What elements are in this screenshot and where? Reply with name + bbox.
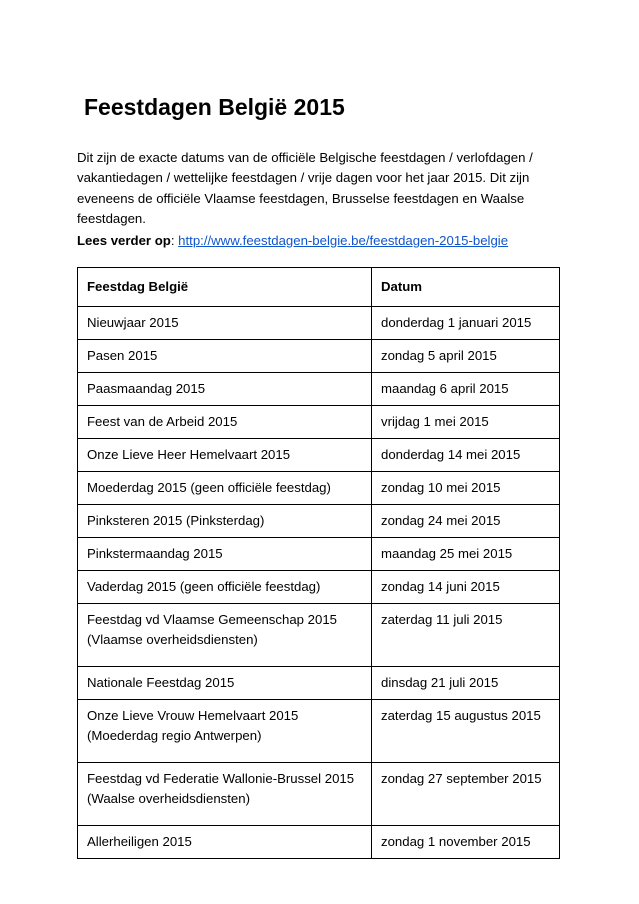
holiday-name-cell [78, 763, 372, 826]
holiday-name-line: (Vlaamse overheidsdiensten) [87, 632, 258, 647]
holiday-date-cell: zondag 10 mei 2015 [372, 472, 560, 505]
header-holiday: Feestdag België [78, 268, 372, 307]
read-more-line [77, 231, 567, 251]
read-more-separator: : [170, 233, 179, 248]
read-more-link[interactable]: http://www.feestdagen-belgie.be/feestdagen-2015-belgie [178, 233, 509, 248]
table-row [78, 700, 560, 763]
holiday-name-cell [78, 604, 372, 667]
holiday-name-cell [78, 571, 372, 604]
holiday-name-cell [78, 439, 372, 472]
holiday-name-line: Pasen 2015 [87, 348, 158, 363]
holiday-name-line: (Moederdag regio Antwerpen) [87, 728, 262, 743]
holiday-name-line: Pinksteren 2015 (Pinksterdag) [87, 513, 265, 528]
holiday-name-line: Vaderdag 2015 (geen officiële feestdag) [87, 579, 321, 594]
intro-paragraph: Dit zijn de exacte datums van de officiële Belgische feestdagen / verlofdagen / vakantiedagen / wettelijke feestdagen / vrije dagen voor het jaar 2015. Dit zijn eveneens de officiële Vlaamse feestdagen, Brusselse feestdagen en Waalse feestdagen. [77, 150, 533, 227]
holiday-date-cell: maandag 6 april 2015 [372, 373, 560, 406]
holiday-name-line: Feestdag vd Vlaamse Gemeenschap 2015 [87, 612, 337, 627]
holiday-name-cell [78, 373, 372, 406]
holiday-date-cell: maandag 25 mei 2015 [372, 538, 560, 571]
holiday-name-line: Onze Lieve Vrouw Hemelvaart 2015 [87, 708, 299, 723]
holiday-date-cell: vrijdag 1 mei 2015 [372, 406, 560, 439]
table-row [78, 340, 560, 373]
holiday-date-cell: zondag 5 april 2015 [372, 340, 560, 373]
holiday-date-cell: donderdag 14 mei 2015 [372, 439, 560, 472]
table-row [78, 604, 560, 667]
holiday-name-cell [78, 307, 372, 340]
holiday-name-line: Nationale Feestdag 2015 [87, 675, 235, 690]
table-body [78, 307, 560, 859]
holiday-name-cell [78, 826, 372, 859]
holiday-name-line: Onze Lieve Heer Hemelvaart 2015 [87, 447, 291, 462]
holiday-name-cell [78, 505, 372, 538]
holiday-date-cell: zondag 24 mei 2015 [372, 505, 560, 538]
holiday-name-line: Paasmaandag 2015 [87, 381, 206, 396]
table-header-row [78, 268, 560, 307]
holiday-name-line: Pinkstermaandag 2015 [87, 546, 223, 561]
table-row [78, 538, 560, 571]
holiday-name-line: Allerheiligen 2015 [87, 834, 192, 849]
table-row [78, 307, 560, 340]
holiday-name-cell [78, 472, 372, 505]
holiday-date-cell: zondag 14 juni 2015 [372, 571, 560, 604]
holiday-name-cell [78, 538, 372, 571]
table-row [78, 439, 560, 472]
holiday-name-cell [78, 340, 372, 373]
table-row [78, 571, 560, 604]
holiday-name-cell [78, 667, 372, 700]
holiday-name-line: (Waalse overheidsdiensten) [87, 791, 250, 806]
holidays-table [77, 267, 560, 859]
holiday-name-cell [78, 700, 372, 763]
holiday-name-cell [78, 406, 372, 439]
table-row [78, 505, 560, 538]
holiday-date-cell: zondag 27 september 2015 [372, 763, 560, 826]
holiday-name-line: Nieuwjaar 2015 [87, 315, 179, 330]
holiday-date-cell: zaterdag 15 augustus 2015 [372, 700, 560, 763]
table-row [78, 667, 560, 700]
holiday-name-line: Feestdag vd Federatie Wallonie-Brussel 2015 [87, 771, 355, 786]
page-title: Feestdagen België 2015 [84, 94, 345, 120]
table-row [78, 472, 560, 505]
read-more-label: Lees verder op [77, 233, 171, 248]
holiday-date-cell: zaterdag 11 juli 2015 [372, 604, 560, 667]
table-row [78, 763, 560, 826]
holiday-name-line: Feest van de Arbeid 2015 [87, 414, 238, 429]
holiday-date-cell: zondag 1 november 2015 [372, 826, 560, 859]
holiday-date-cell: donderdag 1 januari 2015 [372, 307, 560, 340]
table-row [78, 826, 560, 859]
table-row [78, 373, 560, 406]
holiday-date-cell: dinsdag 21 juli 2015 [372, 667, 560, 700]
table-row [78, 406, 560, 439]
holiday-name-line: Moederdag 2015 (geen officiële feestdag) [87, 480, 331, 495]
header-date: Datum [372, 268, 560, 307]
